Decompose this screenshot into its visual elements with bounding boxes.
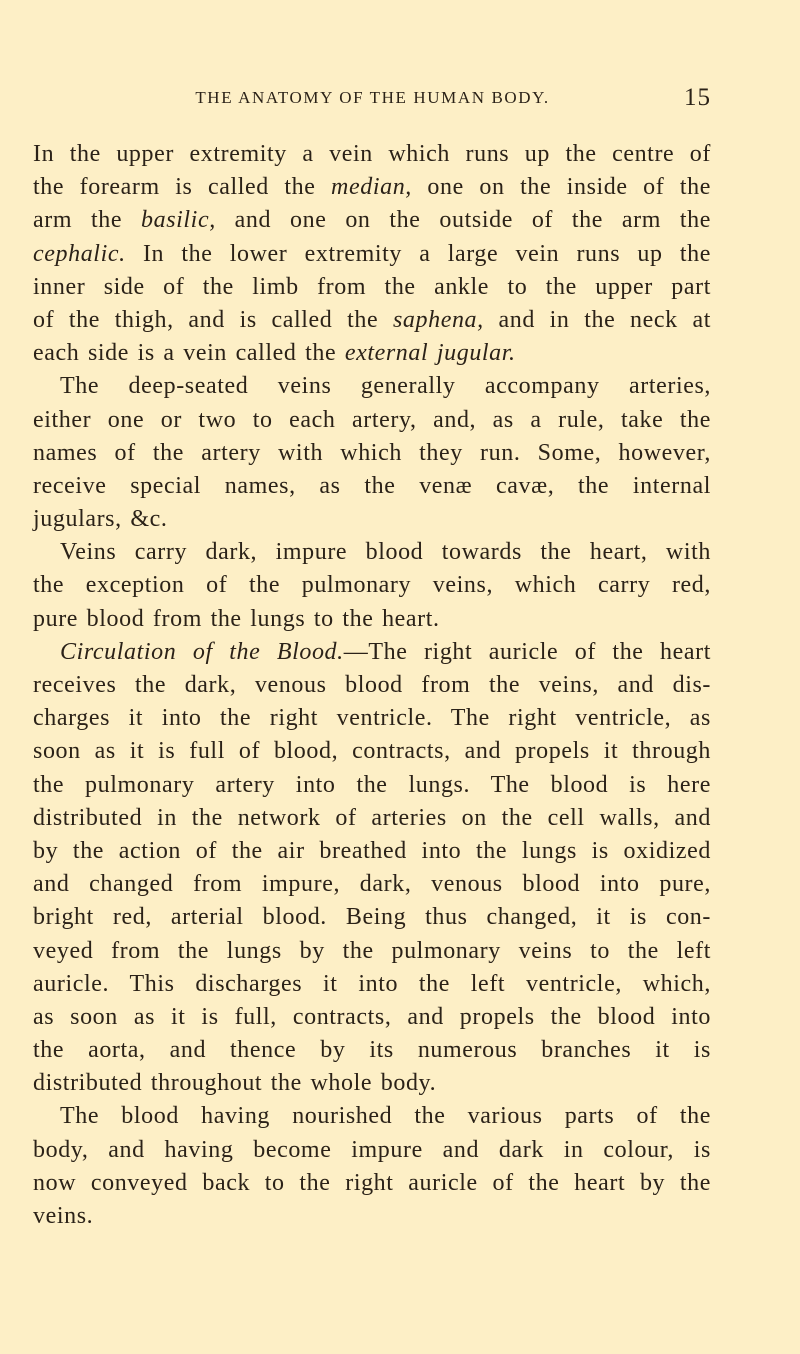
text-segment: the exception of the pulmonary veins, which carry red, (33, 572, 711, 599)
text-segment: veyed from the lungs by the pulmonary veins to the left (33, 937, 711, 964)
running-title: THE ANATOMY OF THE HUMAN BODY. (195, 88, 550, 107)
text-line (33, 204, 711, 237)
page-number: 15 (684, 84, 711, 111)
text-line (33, 337, 711, 370)
text-line (33, 1067, 711, 1100)
text-segment: now conveyed back to the right auricle of the heart by the (33, 1169, 711, 1196)
text-segment: inner side of the limb from the ankle to the upper part (33, 273, 711, 300)
text-line (33, 1200, 711, 1233)
text-line (33, 569, 711, 602)
text-segment: distributed in the network of arteries on the cell walls, and (33, 804, 711, 831)
text-line (33, 1134, 711, 1167)
italic-term: external jugular. (344, 340, 516, 367)
text-segment: charges it into the right ventricle. The right ventricle, as (33, 705, 711, 732)
text-segment: soon as it is full of blood, contracts, and propels it through (33, 738, 711, 765)
text-segment: jugulars, &c. (33, 506, 168, 533)
text-segment: the aorta, and thence by its numerous branches it is (33, 1037, 711, 1064)
page-header (0, 86, 800, 110)
text-segment: In the upper extremity a vein which runs up the centre of (33, 141, 711, 167)
italic-term: saphena, (392, 306, 484, 333)
text-line (33, 536, 711, 569)
text-segment: as soon as it is full, contracts, and propels the blood into (33, 1003, 711, 1030)
text-line (33, 935, 711, 968)
text-segment: of the thigh, and is called the (33, 306, 393, 333)
text-segment: the forearm is called the (33, 174, 332, 201)
text-segment: receive special names, as the venæ cavæ, the internal (33, 472, 711, 499)
text-line (33, 404, 711, 437)
text-segment: The blood having nourished the various parts of the (60, 1103, 711, 1130)
text-line (33, 636, 711, 669)
text-segment: either one or two to each artery, and, as a rule, take the (33, 406, 711, 433)
text-segment: bright red, arterial blood. Being thus changed, it is con- (33, 904, 711, 931)
text-line (33, 370, 711, 403)
text-line (33, 669, 711, 702)
text-segment: the pulmonary artery into the lungs. The blood is here (33, 771, 711, 798)
italic-term: cephalic. (33, 240, 126, 267)
text-segment: Veins carry dark, impure blood towards the heart, with (60, 539, 711, 566)
text-segment: body, and having become impure and dark in colour, is (33, 1136, 711, 1163)
text-line (33, 901, 711, 934)
text-segment: by the action of the air breathed into the lungs is oxidized (33, 837, 711, 864)
text-line (33, 271, 711, 304)
text-segment: In the lower extremity a large vein runs up the (125, 240, 711, 267)
text-line (33, 802, 711, 835)
text-segment: arm the (33, 207, 141, 234)
text-line (33, 769, 711, 802)
text-segment: one on the inside of the (411, 174, 711, 201)
text-segment: auricle. This discharges it into the left ventricle, which, (33, 970, 711, 997)
text-segment: veins. (33, 1203, 94, 1229)
italic-term: basilic, (141, 207, 216, 234)
text-segment: —The right auricle of the heart (343, 638, 711, 665)
text-line (33, 1100, 711, 1133)
text-segment: distributed throughout the whole body. (33, 1070, 437, 1097)
text-line (33, 702, 711, 735)
text-segment: and in the neck at (483, 306, 712, 333)
text-line (33, 1034, 711, 1067)
text-line (33, 138, 711, 171)
text-segment: names of the artery with which they run. Some, however, (33, 439, 711, 466)
italic-term: Circulation of the Blood. (60, 638, 344, 665)
text-line (33, 1001, 711, 1034)
text-line (33, 171, 711, 204)
text-segment: pure blood from the lungs to the heart. (33, 605, 440, 632)
text-line (33, 735, 711, 768)
text-segment: The deep-seated veins generally accompany arteries, (60, 373, 711, 400)
text-line (33, 437, 711, 470)
text-line (33, 968, 711, 1001)
text-line (33, 304, 711, 337)
italic-term: median, (331, 174, 412, 201)
text-segment: and changed from impure, dark, venous blood into pure, (33, 871, 711, 898)
text-line (33, 470, 711, 503)
text-line (33, 603, 711, 636)
body-text (33, 138, 711, 1233)
text-line (33, 835, 711, 868)
text-segment: receives the dark, venous blood from the veins, and dis- (33, 672, 711, 698)
text-line (33, 868, 711, 901)
text-line (33, 238, 711, 271)
text-line (33, 1167, 711, 1200)
text-segment: each side is a vein called the (33, 340, 345, 367)
text-segment: and one on the outside of the arm the (215, 207, 712, 234)
text-line (33, 503, 711, 536)
